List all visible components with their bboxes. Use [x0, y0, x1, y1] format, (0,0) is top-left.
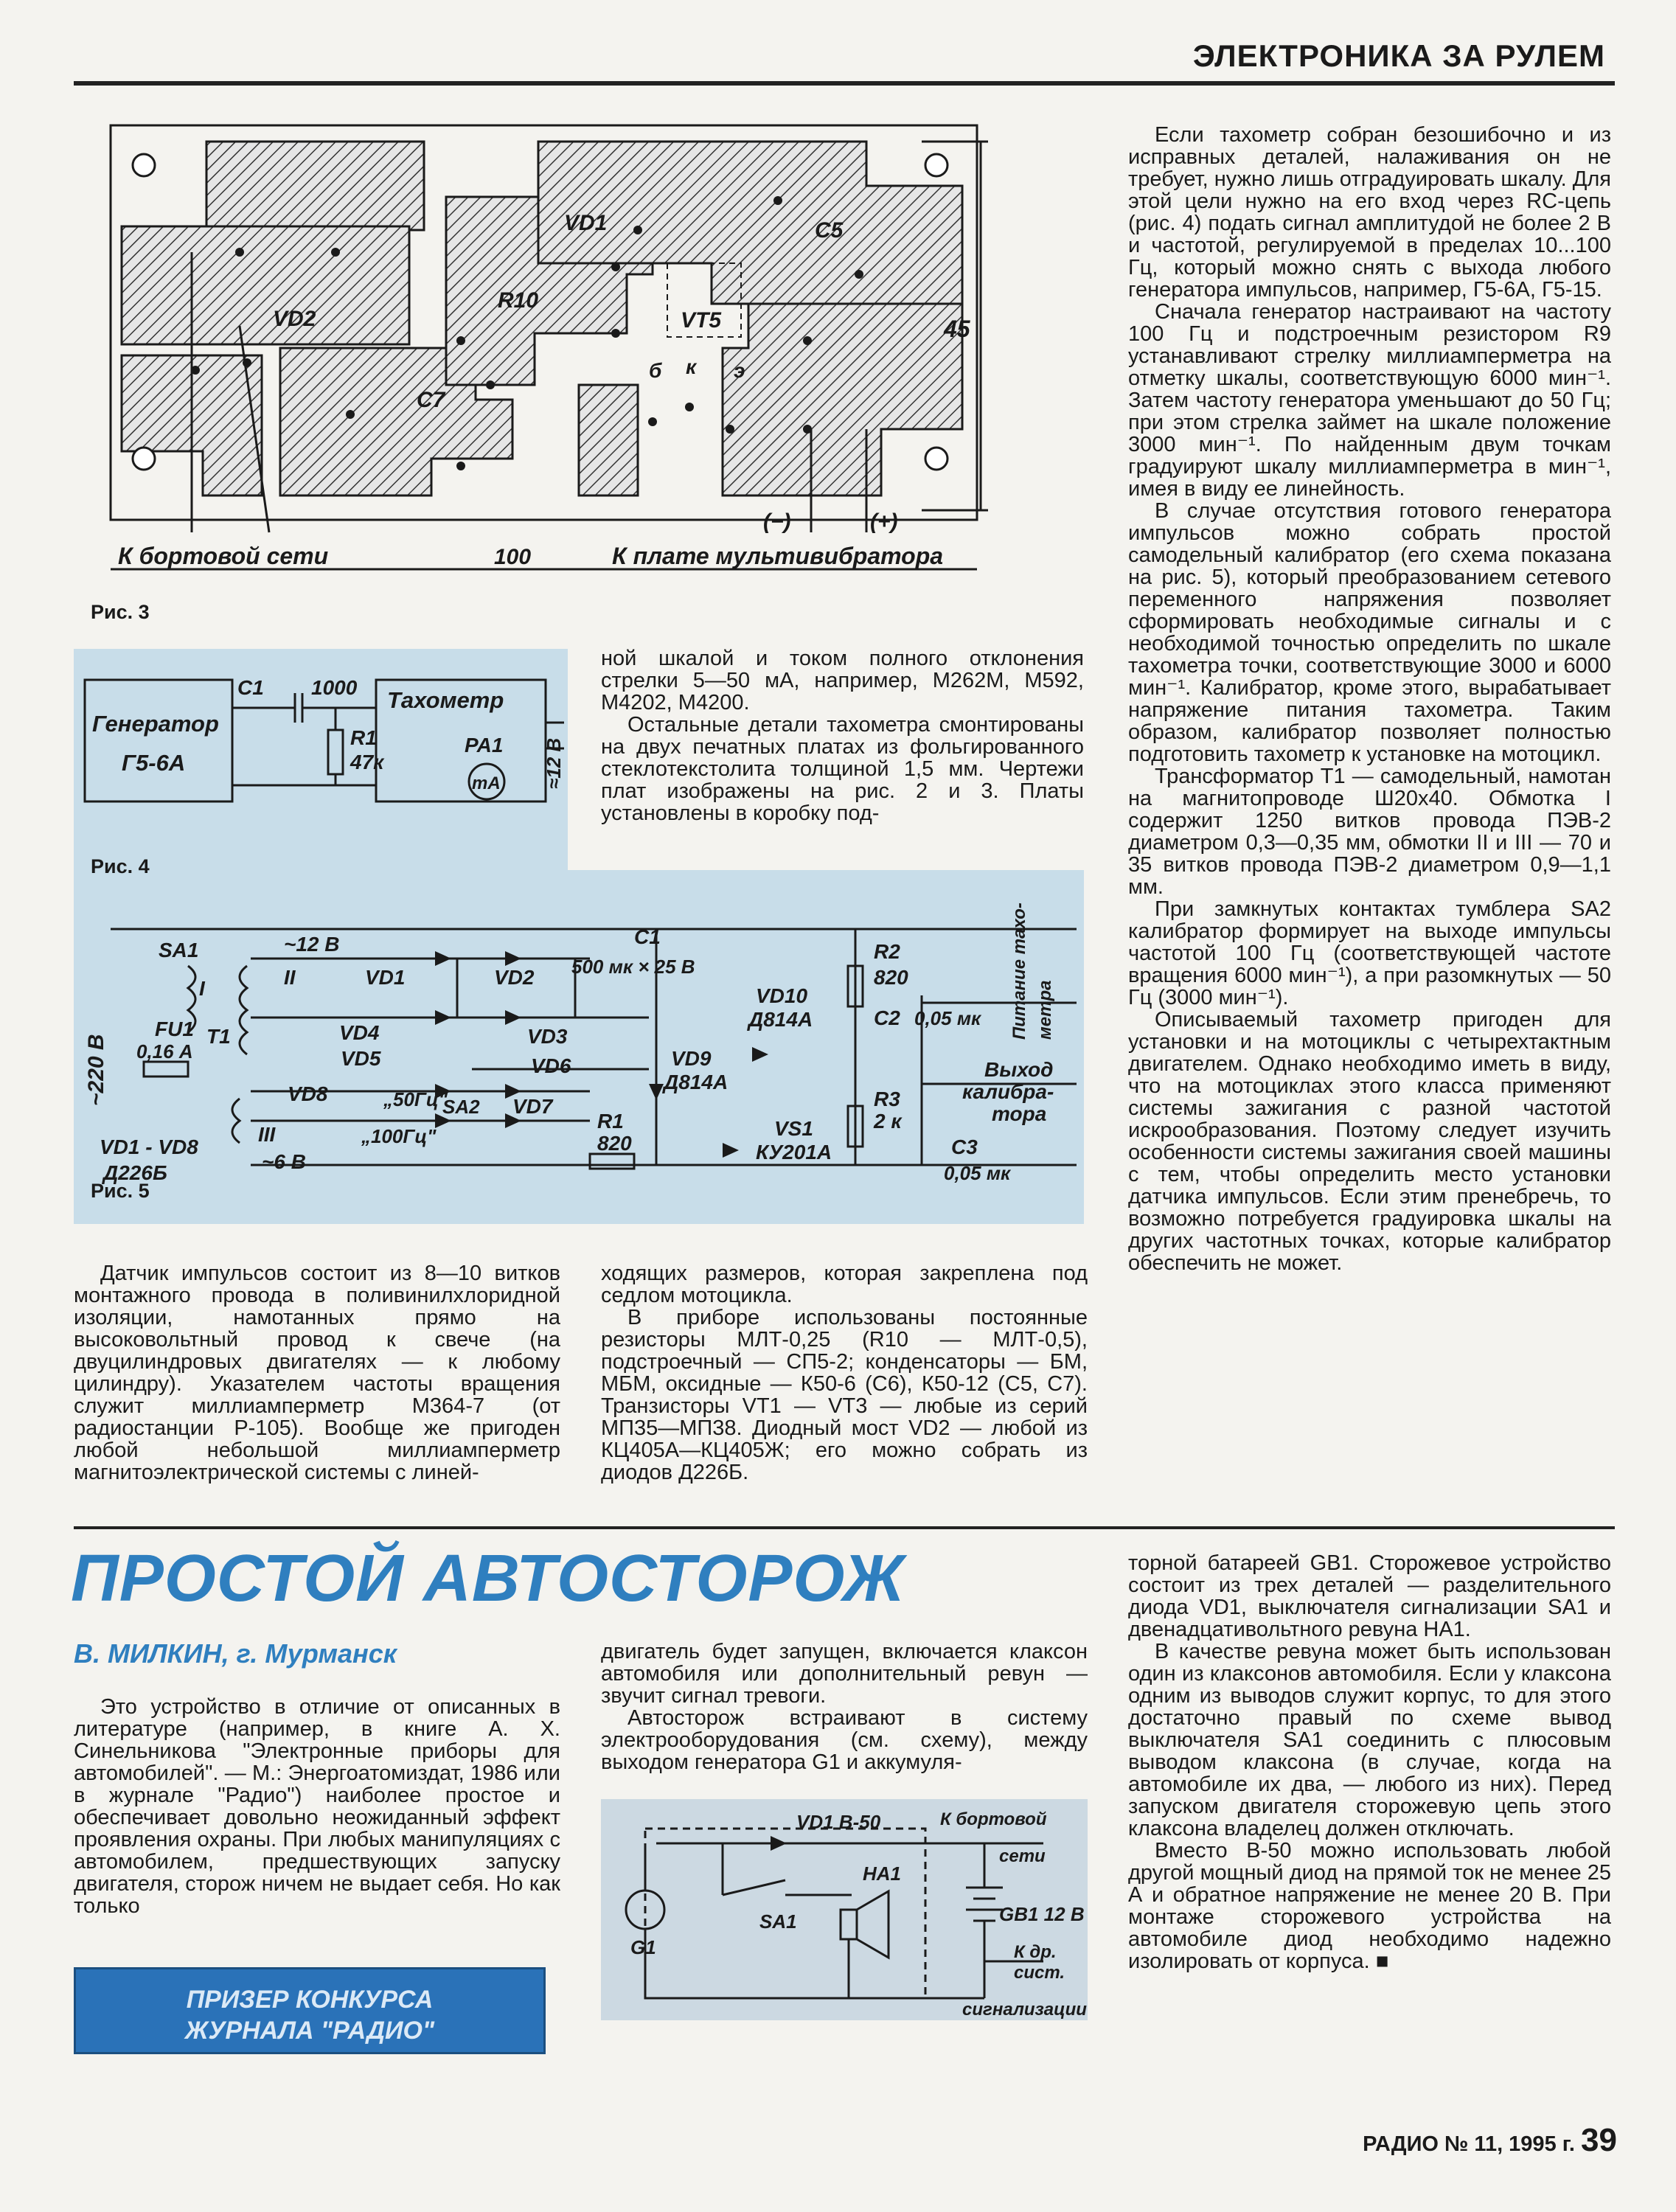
paragraph: Трансформатор Т1 — самодельный, намотан на магнитопроводе Ш20х40. Обмотка I содержит 1250 витков провода ПЭВ-2 диаметром 0,3—0,35 мм, обмотки II и III — 70 и 35 витков провода ПЭВ-2 диаметром 0,9—1,1 мм.	[1128, 765, 1611, 899]
sch-gb1: GB1 12 В	[999, 1903, 1085, 1925]
fig5-r1: R1	[597, 1110, 624, 1133]
fig5-r3-value: 2 к	[874, 1110, 902, 1133]
fig5-fu1: FU1	[155, 1018, 194, 1040]
article-rule	[74, 1526, 1615, 1529]
fig5-winding-1: I	[199, 977, 205, 1000]
fig4-gen-line1: Генератор	[92, 711, 219, 737]
page-number: 39	[1581, 2122, 1617, 2158]
fig3-label-vt5: VT5	[681, 308, 722, 333]
fig5-220v: ~220 В	[84, 1034, 108, 1106]
fig5-vs1-type: КУ201А	[756, 1141, 832, 1164]
paragraph: В случае отсутствия готового генератора импульсов можно собрать простой самодельный калибратор (его схема показана на рис. 5), который преобразованием сетевого переменного напряжения позволяет сформировать необходимые сигналы и с необходимой точностью определить по шкале тахометра точки, соответствующие 3000 и 6000 мин⁻¹. Калибратор, кроме этого, вырабатывает напряжение питания тахометра. Таким образом, калибратор позволяет полностью подготовить тахометр к установке на мотоцикл.	[1128, 499, 1611, 766]
paragraph: В качестве ревуна может быть использован один из клаксонов автомобиля. Если у клаксона одним из выводов служит корпус, то для этого достаточно правый по схеме вывод выключателя SA1 соединить с плюсовым выводом клаксона (в случае, когда на автомобиле их два, — любого из них). Перед запуском двигателя сторожевую цепь этого клаксона владелец должен отключать.	[1128, 1640, 1611, 1840]
column-right-top	[1128, 124, 1611, 1274]
fig5-vd10: VD10	[756, 984, 808, 1007]
fig5-c1: C1	[634, 925, 661, 948]
fig3-label-k: к	[686, 355, 697, 378]
fig4-tachometer: Тахометр	[387, 687, 504, 713]
fig5-winding-3: III	[258, 1123, 276, 1146]
section-header: ЭЛЕКТРОНИКА ЗА РУЛЕМ	[1192, 38, 1605, 73]
fig5-vd5: VD5	[341, 1047, 381, 1070]
fig5-d226: Д226Б	[103, 1161, 167, 1184]
paragraph: Вместо В-50 можно использовать любой другой мощный диод на прямой ток не менее 25 А и обратное напряжение не менее 20 В. При монтаже сторожевого устройства на автомобиле диод необходимо надежно изолировать от корпуса. ■	[1128, 1839, 1611, 1973]
fig3-dim-100: 100	[494, 545, 532, 569]
fig5-r3: R3	[874, 1088, 900, 1110]
prize-line-1: ПРИЗЕР КОНКУРСА	[186, 1986, 434, 2014]
sch-ha1: HA1	[863, 1863, 902, 1885]
fig5-vd9-type: Д814А	[664, 1071, 729, 1093]
paragraph: В приборе использованы постоянные резисторы МЛТ-0,25 (R10 — МЛТ-0,5), подстроечный — СП5-2; конденсаторы — БМ, МБМ, оксидные — К50-6 (С6), К50-12 (С5, С7). Транзисторы VT1 — VT3 — любые из серий МП35—МП38. Диодный мост VD2 — любой из КЦ405А—КЦ405Ж; его можно собрать из диодов Д226Б.	[601, 1306, 1088, 1484]
fig5-vd4: VD4	[339, 1021, 380, 1044]
fig4-gen-line2: Г5-6А	[122, 750, 186, 776]
fig5-power-1: Питание тахо-	[1009, 902, 1029, 1040]
article-column-2	[601, 1641, 1088, 1773]
fig3-label-vd2: VD2	[273, 307, 316, 331]
fig5-out-2: калибра-	[962, 1080, 1054, 1103]
fig5-r1-value: 820	[597, 1132, 632, 1155]
fig5-50hz: „50Гц"	[383, 1088, 448, 1110]
figure-4-schematic	[74, 649, 568, 870]
figure-5-schematic	[74, 892, 1084, 1187]
fig5-r2-value: 820	[874, 966, 908, 989]
paragraph: При замкнутых контактах тумблера SA2 калибратор формирует на выходе импульсы частотой 100 Гц (соответствующей частоте вращения 6000 мин⁻¹), а при разомкнутых — 50 Гц (3000 мин⁻¹).	[1128, 897, 1611, 1009]
sch-sa1: SA1	[759, 1910, 797, 1933]
fig5-c2: C2	[874, 1006, 900, 1029]
article-title: ПРОСТОЙ АВТОСТОРОЖ	[71, 1542, 905, 1615]
fig3-label-b: б	[649, 359, 662, 382]
fig5-vd6: VD6	[531, 1054, 571, 1077]
fig3-label-c5: C5	[815, 218, 844, 243]
fig3-label-e: э	[734, 359, 745, 382]
fig4-r1-value: 47к	[350, 751, 384, 773]
paragraph: ходящих размеров, которая закреплена под седлом мотоцикла.	[601, 1262, 1088, 1307]
sch-board-1: К бортовой	[940, 1809, 1047, 1829]
sch-vd1: VD1 В-50	[796, 1811, 881, 1833]
paragraph: Автосторож встраивают в систему электрооборудования (см. схему), между выходом генератора G1 и аккумуля-	[601, 1706, 1088, 1774]
fig5-power-2: метра	[1035, 980, 1055, 1040]
sch-board-2: сети	[999, 1846, 1046, 1866]
prize-line-2: ЖУРНАЛА "РАДИО"	[184, 2017, 435, 2045]
fig5-r2: R2	[874, 940, 900, 963]
fig4-ma: mA	[472, 773, 501, 793]
fig4-r1: R1	[350, 726, 377, 749]
fig5-vd10-type: Д814А	[748, 1008, 813, 1031]
fig3-label-r10: R10	[498, 288, 539, 313]
article-column-3	[1128, 1552, 1611, 1972]
fig3-minus: (−)	[763, 509, 791, 534]
paragraph: Если тахометр собран безошибочно и из исправных деталей, налаживания он не требует, нужно лишь отградуировать шкалу. Для этой цели нужно на его вход через RC-цепь (рис. 4) подать сигнал амплитудой не более 2 В и частотой, регулируемой в пределах 10...100 Гц, который можно снять с выхода любого генератора импульсов, например, Г5-6А, Г5-15.	[1128, 123, 1611, 302]
article-schematic	[601, 1799, 1088, 2020]
fig5-c2-value: 0,05 мк	[914, 1007, 981, 1029]
page-footer	[1363, 2122, 1617, 2159]
fig4-caption: Рис. 4	[91, 855, 150, 877]
fig5-sa1: SA1	[159, 939, 199, 961]
article-author: В. МИЛКИН, г. Мурманск	[74, 1638, 397, 1669]
paragraph: двигатель будет запущен, включается клаксон автомобиля или дополнительный ревун — звучит сигнал тревоги.	[601, 1640, 1088, 1708]
column-left-middle	[74, 1262, 560, 1484]
fig4-c1-value: 1000	[311, 676, 358, 699]
sch-alarm-2: сист.	[1014, 1963, 1065, 1983]
fig5-out-1: Выход	[984, 1058, 1054, 1081]
fig3-plus: (+)	[870, 509, 898, 534]
paragraph: Это устройство в отличие от описанных в литературе (например, в книге А. Х. Синельникова "Электронные приборы для автомобилей". — М.: Энергоатомиздат, 1986 или в журнале "Радио") наиболее простое и обеспечивает довольно неожиданный эффект проявления охраны. При любых манипуляциях с автомобилем, предшествующих запуску двигателя, сторож ничем не выдает себя. Но как только	[74, 1695, 560, 1918]
paragraph: Остальные детали тахометра смонтированы на двух печатных платах из фольгированного стеклотекстолита толщиной 1,5 мм. Чертежи плат изображены на рис. 2 и 3. Платы установлены в коробку под-	[601, 713, 1084, 825]
fig5-6v: ~6 В	[262, 1150, 306, 1173]
fig5-vd3: VD3	[527, 1025, 568, 1048]
fig5-winding-2: II	[284, 966, 296, 989]
paragraph: торной батареей GB1. Сторожевое устройство состоит из трех деталей — разделительного диода VD1, выключателя сигнализации SA1 и двенадцативольтного ревуна НА1.	[1128, 1551, 1611, 1641]
fig4-12v: ≈12 В	[543, 737, 565, 789]
journal-issue: РАДИО № 11, 1995 г.	[1363, 2132, 1575, 2156]
paragraph: Сначала генератор настраивают на частоту 100 Гц и подстроечным резистором R9 устанавливают стрелку миллиамперметра на отметку шкалы, соответствующую 6000 мин⁻¹. Затем частоту генератора уменьшают до 50 Гц; при этом стрелка займет на шкале положение 3000 мин⁻¹. По найденным двум точкам градуируют шкалу миллиамперметра в мин⁻¹, имея в виду ее линейность.	[1128, 300, 1611, 501]
fig5-sa2: SA2	[442, 1096, 480, 1118]
fig5-caption: Рис. 5	[91, 1180, 150, 1202]
fig5-t1: T1	[206, 1025, 231, 1048]
fig5-c3: C3	[951, 1135, 978, 1158]
fig5-fu1-value: 0,16 А	[136, 1040, 193, 1062]
fig5-vd1: VD1	[365, 966, 406, 989]
sch-g1: G1	[630, 1936, 656, 1958]
column-middle-top	[601, 647, 1084, 824]
paragraph: Датчик импульсов состоит из 8—10 витков монтажного провода в поливинилхлоридной изоляции, намотанных прямо на высоковольтный провод к свече (на двуцилиндровых двигателях — к любому цилиндру). Указателем частоты вращения служит миллиамперметр М364-7 (от радиостанции Р-105). Вообще же пригоден любой небольшой миллиамперметр магнитоэлектрической системы с линей-	[74, 1262, 560, 1484]
fig5-12v: ~12 В	[284, 933, 340, 956]
fig4-pa1: PA1	[465, 734, 504, 757]
fig5-vd8: VD8	[288, 1082, 328, 1105]
fig5-c1-value: 500 мк × 25 В	[571, 956, 695, 978]
column-middle-middle	[601, 1262, 1088, 1484]
fig3-to-multivibrator: К плате мультивибратора	[612, 543, 944, 569]
fig5-vs1: VS1	[774, 1117, 813, 1140]
sch-alarm-3: сигнализации	[962, 2000, 1087, 2020]
fig5-vd2: VD2	[494, 966, 535, 989]
fig4-c1: C1	[237, 676, 264, 699]
fig3-caption: Рис. 3	[91, 601, 150, 623]
fig3-label-vd1: VD1	[564, 211, 608, 235]
fig5-out-3: тора	[992, 1102, 1047, 1125]
prize-badge	[74, 1967, 546, 2054]
fig5-c3-value: 0,05 мк	[944, 1162, 1011, 1184]
fig5-vd1-vd8: VD1 - VD8	[100, 1135, 198, 1158]
header-rule	[74, 81, 1615, 86]
paragraph: ной шкалой и током полного отклонения стрелки 5—50 мА, например, М262М, М592, М4202, М4200.	[601, 647, 1084, 714]
fig3-label-c7: C7	[417, 388, 445, 412]
fig3-to-board: К бортовой сети	[118, 543, 329, 569]
article-column-1	[74, 1696, 560, 1917]
fig5-vd7: VD7	[512, 1095, 553, 1118]
fig5-100hz: „100Гц"	[361, 1125, 437, 1147]
sch-alarm-1: К др.	[1014, 1942, 1057, 1962]
paragraph: Описываемый тахометр пригоден для установки и на мотоциклы с четырехтактным двигателем. Однако необходимо иметь в виду, что на мотоциклах этого класса применяют системы зажигания с разной частотой искрообразования. Поэтому следует изучить особенности системы зажигания своей машины с тем, чтобы определить место установки датчика импульсов. Если этим пренебречь, то возможно потребуется градуировка шкалы на других частотных точках, которые калибратор обеспечить не может.	[1128, 1008, 1611, 1275]
figure-3-pcb	[107, 119, 992, 577]
fig5-vd9: VD9	[671, 1047, 712, 1070]
fig3-dim-45: 45	[944, 316, 970, 342]
